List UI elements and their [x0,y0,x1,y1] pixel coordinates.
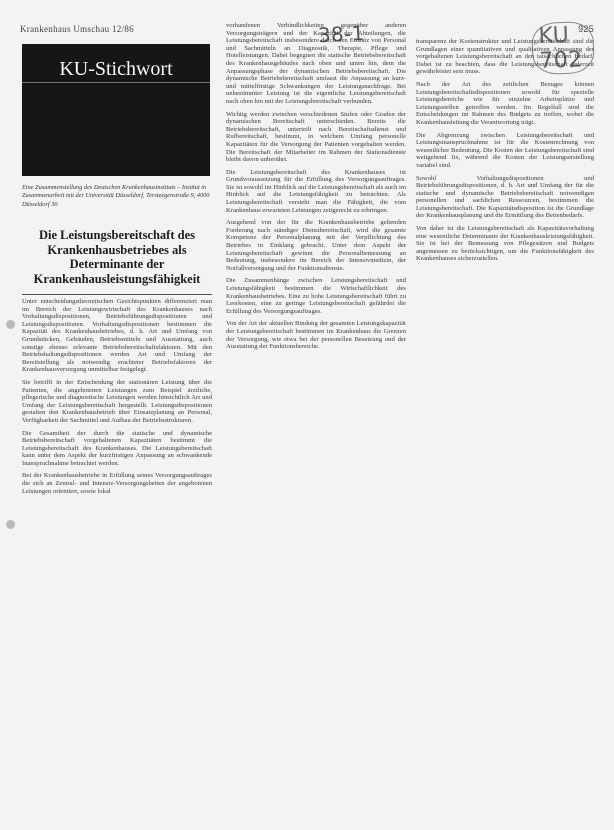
paragraph: Die Abgrenzung zwischen Leistungsbereitschaft und Leistungsinanspruchnahme ist für die Kostenrechnung von wesentlicher Bedeutung. Die Kosten der Leistungsbereitschaft sind weitgehend fix, während die Kosten der Leistungserstellung variabel sind. [416,131,594,169]
paragraph: Unter entscheidungstheoretischen Gesichtspunkten differenziert man im Bereich der Leistungswirtschaft des Krankenhauses nach Vorhaltungsdispositionen, Betriebsführungsdispositionen und Leistungsdispositionen. Vorhaltungsdispositionen bestimmen die Kapazität des Krankenhausbetriebes, d. h. Art und Umfang von Grundstücken, Gebäuden, Betriebsmitteln und Ausstattung, auch sonstige ebenso relevante Betriebsbereitschaftsfaktoren. Mit den Betriebshaltungsdispositionen werden Art und Umfang der Bereitstellung als notwendig erachteter Betriebsfaktoren der Krankenhausversorgung unmittelbar festgelegt. [22,298,212,374]
handwritten-note: 38-1 [317,20,366,48]
paragraph: Die Leistungsbereitschaft des Krankenhauses ist Grundvoraussetzung für die Erfüllung des Versorgungsauftrages. Sie ist sowohl im Hinblick auf die Leistungsbereitschaft als auch im Hinblick auf die Leistungsfähigkeit zu betrachten. Als Leistungsbereitschaft versteht man die Fähigkeit, die vom Krankenhaus erwarteten Leistungen zeitgerecht zu erbringen. [226,168,406,214]
ku-box-divider [22,82,210,83]
paragraph: Bei der Krankenhausbetriebe in Erfüllung seines Versorgungsauftrages die sich an Zentral- und Intensiv-Versorgungsbetten der angebotenen Leistungen orientiert, sowie lokal [22,472,212,495]
paragraph: Die Gesamtheit der durch die statische und dynamische Betriebsbereitschaft vorgehaltenen Kapazitäten bestimmt die Leistungsbereitschaft des Krankenhauses. Die Leistungsbereitschaft kann unter dem Aspekt der kurzfristigen Anpassung an schwankende Inanspruchnahme betrachtet werden. [22,429,212,467]
paragraph: Sie betrifft in der Entscheidung der stationären Leistung über die Patienten, die angebotenen Leistungen zum Beispiel ärztliche, pflegerische und diagnostische Leistungen werden hinsichtlich Art und Umfang der Leistungsbereitschaft hergestellt. Leistungsdispositionen gestalten den Krankenhausbetrieb über Einsatzplanung an Personal, Verfügbarkeit der Sachmittel und Aufbau der Betriebsstrukturen. [22,378,212,424]
punch-hole [6,320,15,329]
ku-stichwort-title: KU-Stichwort [59,58,173,80]
punch-hole [6,520,15,529]
text-column-3 [416,38,594,818]
paragraph: transparenz der Kostenstruktur und Leistungsbereitschaft sind die Grundlagen einer quantitativen und qualitativen Anpassung der vorgehaltenen Leistungsbereitschaft an den tatsächlichen Bedarf. Dabei ist zu beachten, dass die Leistungsbereitschaft jederzeit gewährleistet sein muss. [416,38,594,76]
paragraph: Die Zusammenhänge zwischen Leistungsbereitschaft und Leistungsfähigkeit bestimmen die Wirtschaftlichkeit des Krankenhausbetriebes. Eine zu hohe Leistungsbereitschaft führt zu Leerkosten, eine zu geringe Leistungsbereitschaft gefährdet die Erfüllung des Versorgungsauftrages. [226,277,406,315]
paragraph: Wichtig werden zwischen verschiedenen Stufen oder Graden der dynamischen Bereitschaft unterschieden. Bereits die Betriebsbereitschaft, unterteilt nach Bereitschaftsdienst und Rufbereitschaft, bestimmt, in welchem Umfang personelle Kapazitäten für die Versorgung der Patienten vorgehalten werden. Die Bereitschaft der Mitarbeiter im Rahmen der Stationsdienste bleibt davon unberührt. [226,110,406,164]
text-column-2 [226,22,406,812]
article-title: Die Leistungsbereitschaft des Krankenhausbetriebes als Determinante der Krankenhausleistungsfähigkeit [33,228,201,286]
paragraph: Von der Art der aktuellen Bindung der gesamten Leistungskapazität der Leistungsbereitschaft bestimmen im Krankenhaus die Grenzen der Versorgung, wie etwa bei der personellen Besetzung und der Ausstattung der Funktionsbereiche. [226,320,406,351]
journal-title: Krankenhaus Umschau 12/86 [20,24,134,34]
paragraph: vorhandenen Verbindlichkeiten gegenüber anderen Versorgungsträgern und der Kapazität der Abteilungen, die Leistungsbereitschaft insbesondere durch den Einsatz von Personal und Sachmitteln an Diagnostik, Therapie, Pflege und Hotelleistungen. Dabei begegnen die statische Betriebsbereitschaft des Krankenhausgebäudes nach oben und unten hin, dem die Anpassungsphase der dynamischen Betriebsbereitschaft. Die dynamische Betriebsbereitschaft umfasst die Anpassung an kurz- und mittelfristige Schwankungen der Leistungsnachfrage. Bei unbestimmter Leistung ist die eigentliche Leistungsbereitschaft nach oben hin mit der Leistungsbereitschaft verbunden. [226,22,406,105]
paragraph: Von daher ist die Leistungsbereitschaft als Kapazitätsvorhaltung eine wesentliche Determinante der Krankenhausleistungsfähigkeit. Sie ist bei der Bemessung von Pflegesätzen und Budgets angemessen zu berücksichtigen, um die Funktionsfähigkeit des Krankenhauses sicherzustellen. [416,225,594,263]
page-number: 925 [578,24,594,34]
text-column-1 [22,298,212,808]
ku-caption: Eine Zusammenstellung des Deutschen Krankenhausinstituts – Institut in Zusammenarbeit mit der Universität Düsseldorf, Tersteegenstraße 9, 4000 Düsseldorf 30 [22,184,210,208]
paragraph: Ausgehend von der für die Krankenhausbetriebe geltenden Forderung nach ständiger Dienstbereitschaft, wird die gesamte Kompetenz der Personalplanung mit der Verpflichtung des Betriebes in Einklang gebracht. Unter dem Aspekt der Leistungsbereitschaft gewinnt die Personalbemessung an Bedeutung, insbesondere im Bereich der Intensivmedizin, der Notfallversorgung und der Funktionsdienste. [226,219,406,272]
handwritten-reference: KU 702 [531,21,595,75]
ku-stichwort-box [22,44,210,176]
title-divider [22,294,212,295]
paragraph: Nach der Art des zeitlichen Bezuges können Leistungsbereitschaftsdispositionen sowohl für spezielle Leistungsbereiche wie für einzelne Arbeitsplätze und Leistungsstellen getroffen werden. Im Regelfall sind die Entscheidungen im Rahmen des Budgets zu treffen, wobei die Krankenhausleitung die Verantwortung trägt. [416,80,594,126]
paragraph: Sowohl Vorhaltungsdispositionen und Betriebsführungsdispositionen, d. h. Art und Umfang der für die statische und dynamische Betriebsbereitschaft notwendigen personellen und sachlichen Ressourcen, bestimmen die Leistungsbereitschaft. Die Kapazitätsdisposition ist die Grundlage der Krankenhausplanung und die Ermittlung des Bettenbedarfs. [416,174,594,220]
